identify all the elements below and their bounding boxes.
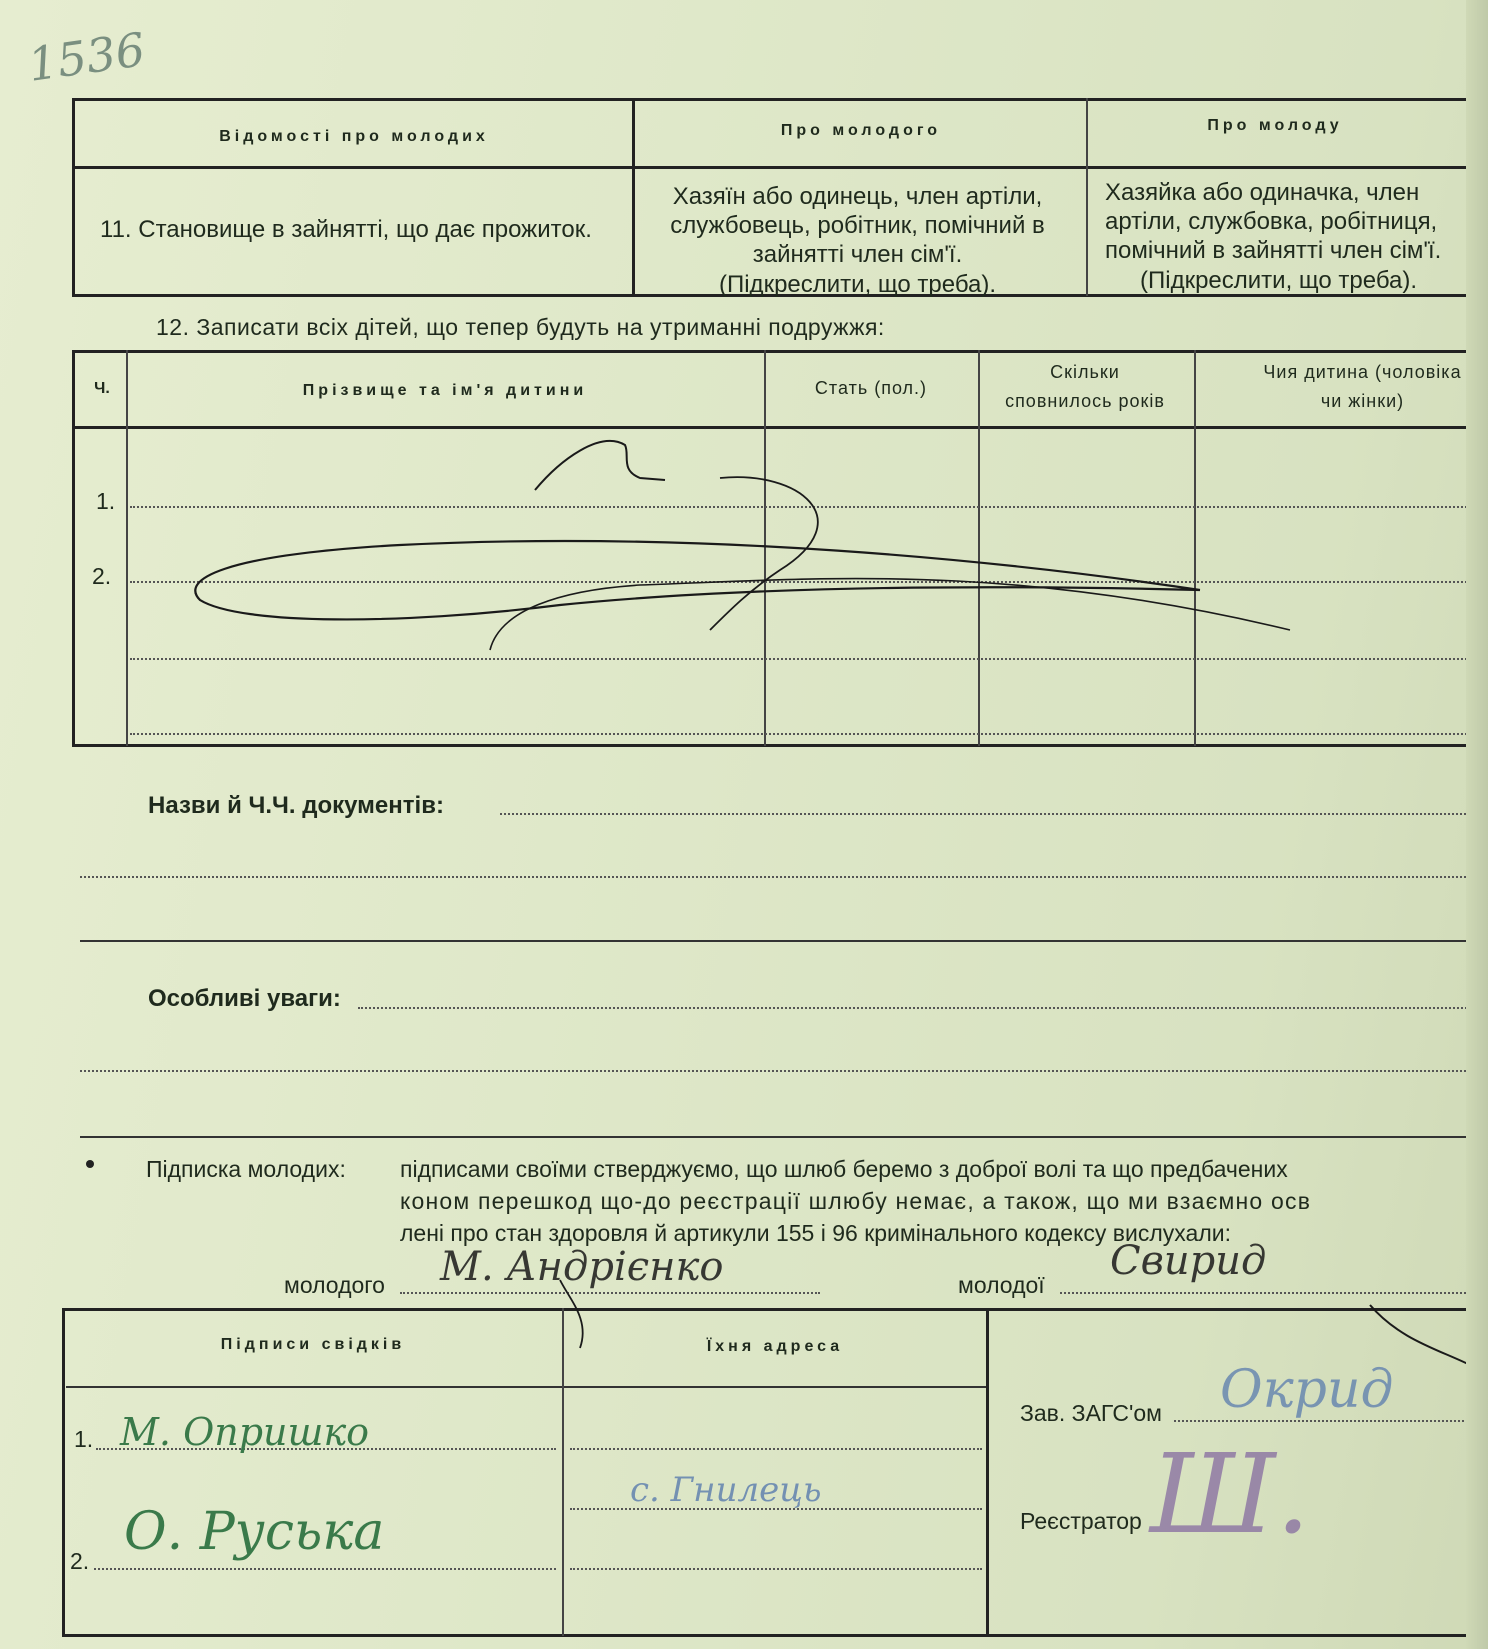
col-age: Скільки сповнилось років (1005, 362, 1165, 411)
header-groom: Про молодого (780, 122, 942, 139)
documents-label: Назви й Ч.Ч. документів: (148, 792, 444, 819)
bride-note: (Підкреслити, що треба). (1140, 267, 1418, 294)
zags-signature: Окрид (1220, 1360, 1394, 1420)
witness-2-signature: О. Руська (124, 1502, 385, 1562)
children-title: 12. Записати всіх дітей, що тепер будуть на утриманні подружжя: (156, 314, 885, 340)
col-name: Прізвище та ім'я дитини (302, 382, 588, 399)
col-sex: Стать (пол.) (814, 378, 928, 398)
row11-label: 11. Становище в зайнятті, що дає прожиток. (100, 216, 592, 243)
torn-edge (1466, 0, 1488, 1649)
zags-label: Зав. ЗАГС'ом (1020, 1400, 1162, 1426)
col-whose: Чия дитина (чоловіка чи жінки) (1263, 362, 1462, 411)
child-row-2-num: 2. (92, 563, 112, 589)
registrar-label: Реєстратор (1020, 1508, 1142, 1534)
witness-1-signature: М. Опришко (120, 1410, 370, 1454)
documents-field (500, 813, 1470, 815)
groom-signature-label: молодого (284, 1272, 385, 1298)
child-row-1-num: 1. (96, 488, 116, 514)
registrar-signature: Ш. (1150, 1430, 1311, 1558)
groom-options: Хазяїн або одинець, член артіли, службовець, робітник, помічний в зайнятті член сім'ї. (670, 183, 1045, 268)
col-num: Ч. (94, 380, 110, 397)
witness-2-address: с. Гнилець (630, 1470, 822, 1510)
bride-signature-label: молодої (958, 1272, 1045, 1298)
witness-header-sig: Підписи свідків (220, 1336, 406, 1353)
header-info: Відомості про молодих (219, 128, 489, 145)
bullet (86, 1160, 94, 1168)
remarks-label: Особливі уваги: (148, 985, 341, 1012)
pledge-line-2: коном перешкод що-до реєстрації шлюбу немає, а також, що ми взаємно осв (400, 1188, 1312, 1214)
witness-header-addr: Їхня адреса (706, 1338, 844, 1355)
pledge-line-3: лені про стан здоровля й артикули 155 і 96 кримінального кодексу вислухали: (400, 1220, 1231, 1246)
pledge-line-1: підписами своїми стверджуємо, що шлюб беремо з доброї волі та що предбачених (400, 1156, 1288, 1182)
witness-row-1-num: 1. (74, 1426, 94, 1452)
bride-options: Хазяйка або одиначка, член артіли, службовка, робітниця, помічний в зайнятті член сім'ї. (1105, 179, 1442, 264)
archive-mark: 1536 (24, 22, 149, 92)
witness-row-2-num: 2. (70, 1548, 90, 1574)
header-bride: Про молоду (1207, 117, 1343, 134)
pledge-label: Підписка молодих: (146, 1156, 346, 1182)
bride-signature: Свирид (1110, 1238, 1267, 1284)
remarks-field (358, 1007, 1470, 1009)
groom-note: (Підкреслити, що треба). (718, 271, 997, 298)
groom-signature: М. Андрієнко (440, 1244, 724, 1290)
